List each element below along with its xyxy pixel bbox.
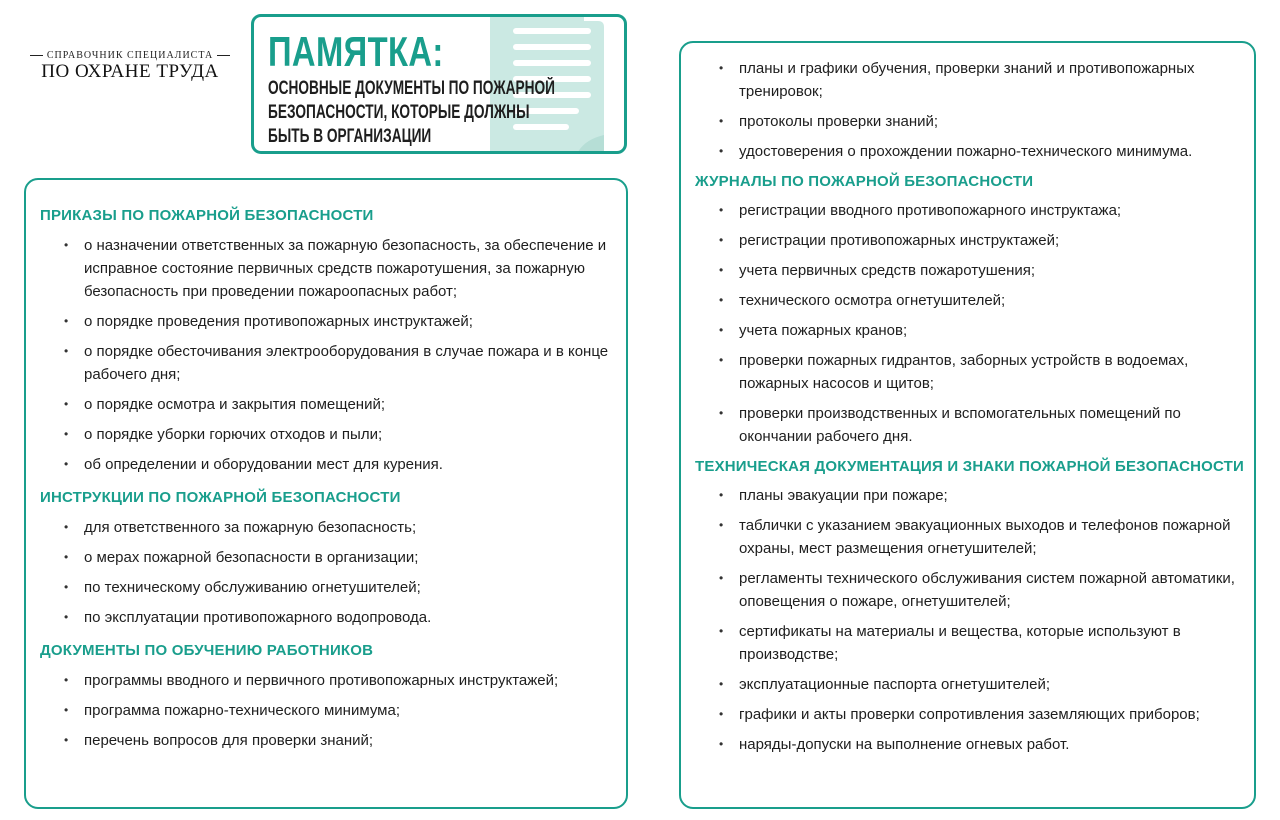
- right-panel-content: [695, 57, 1245, 763]
- list-item: • о назначении ответственных за пожарную безопасность, за обеспечение и исправное состояние первичных средств пожаротушения, за пожарную безопасность при проведении пожароопасных работ;: [40, 234, 610, 303]
- logo-subtitle: СПРАВОЧНИК СПЕЦИАЛИСТА: [46, 50, 214, 61]
- list-item: • проверки производственных и вспомогательных помещений по окончании рабочего дня.: [695, 402, 1245, 448]
- logo-title: ПО ОХРАНЕ ТРУДА: [41, 61, 219, 82]
- title-card: [251, 14, 627, 154]
- list-item: • сертификаты на материалы и вещества, которые используют в производстве;: [695, 620, 1245, 666]
- list-item: • протоколы проверки знаний;: [695, 110, 1245, 133]
- list-item: • удостоверения о прохождении пожарно-технического минимума.: [695, 140, 1245, 163]
- training-list-continued: [695, 57, 1245, 163]
- title-text: [268, 28, 627, 149]
- instructions-list: [40, 516, 610, 629]
- list-item: • таблички с указанием эвакуационных выходов и телефонов пожарной охраны, мест размещения огнетушителей;: [695, 514, 1245, 560]
- publication-logo: [30, 50, 230, 83]
- right-panel: [679, 41, 1256, 809]
- list-item: • о порядке проведения противопожарных инструктажей;: [40, 310, 610, 333]
- memo-subtitle: ОСНОВНЫЕ ДОКУМЕНТЫ ПО ПОЖАРНОЙ БЕЗОПАСНОСТИ, КОТОРЫЕ ДОЛЖНЫ БЫТЬ В ОРГАНИЗАЦИИ: [268, 78, 555, 147]
- list-item: • эксплуатационные паспорта огнетушителей;: [695, 673, 1245, 696]
- list-item: • о порядке уборки горючих отходов и пыли;: [40, 423, 610, 446]
- list-item: • регистрации противопожарных инструктажей;: [695, 229, 1245, 252]
- list-item: • по техническому обслуживанию огнетушителей;: [40, 576, 610, 599]
- section-title-training: ДОКУМЕНТЫ ПО ОБУЧЕНИЮ РАБОТНИКОВ: [40, 642, 374, 659]
- list-item: • технического осмотра огнетушителей;: [695, 289, 1245, 312]
- section-title-technical-docs: ТЕХНИЧЕСКАЯ ДОКУМЕНТАЦИЯ И ЗНАКИ ПОЖАРНОЙ БЕЗОПАСНОСТИ: [695, 458, 1245, 475]
- logo-subtitle-row: [30, 50, 230, 61]
- section-title-journals: ЖУРНАЛЫ ПО ПОЖАРНОЙ БЕЗОПАСНОСТИ: [695, 173, 1034, 190]
- list-item: • об определении и оборудовании мест для курения.: [40, 453, 610, 476]
- list-item: • наряды-допуски на выполнение огневых работ.: [695, 733, 1245, 756]
- list-item: • для ответственного за пожарную безопасность;: [40, 516, 610, 539]
- list-item: • учета первичных средств пожаротушения;: [695, 259, 1245, 282]
- technical-docs-list: [695, 484, 1245, 756]
- list-item: • программа пожарно-технического минимума;: [40, 699, 610, 722]
- list-item: • регламенты технического обслуживания систем пожарной автоматики, оповещения о пожаре, огнетушителей;: [695, 567, 1245, 613]
- logo-dash-right: [217, 55, 230, 56]
- memo-title: ПАМЯТКА:: [268, 28, 444, 75]
- list-item: • планы эвакуации при пожаре;: [695, 484, 1245, 507]
- list-item: • планы и графики обучения, проверки знаний и противопожарных тренировок;: [695, 57, 1245, 103]
- section-title-instructions: ИНСТРУКЦИИ ПО ПОЖАРНОЙ БЕЗОПАСНОСТИ: [40, 489, 401, 506]
- left-panel-content: [40, 204, 610, 759]
- list-item: • учета пожарных кранов;: [695, 319, 1245, 342]
- list-item: • перечень вопросов для проверки знаний;: [40, 729, 610, 752]
- section-title-orders: ПРИКАЗЫ ПО ПОЖАРНОЙ БЕЗОПАСНОСТИ: [40, 207, 374, 224]
- list-item: • программы вводного и первичного противопожарных инструктажей;: [40, 669, 610, 692]
- logo-dash-left: [30, 55, 43, 56]
- left-panel: [24, 178, 628, 809]
- list-item: • регистрации вводного противопожарного инструктажа;: [695, 199, 1245, 222]
- list-item: • о порядке обесточивания электрооборудования в случае пожара и в конце рабочего дня;: [40, 340, 610, 386]
- training-list: [40, 669, 610, 752]
- list-item: • проверки пожарных гидрантов, заборных устройств в водоемах, пожарных насосов и щитов;: [695, 349, 1245, 395]
- list-item: • о мерах пожарной безопасности в организации;: [40, 546, 610, 569]
- orders-list: [40, 234, 610, 476]
- list-item: • по эксплуатации противопожарного водопровода.: [40, 606, 610, 629]
- list-item: • графики и акты проверки сопротивления заземляющих приборов;: [695, 703, 1245, 726]
- journals-list: [695, 199, 1245, 448]
- list-item: • о порядке осмотра и закрытия помещений;: [40, 393, 610, 416]
